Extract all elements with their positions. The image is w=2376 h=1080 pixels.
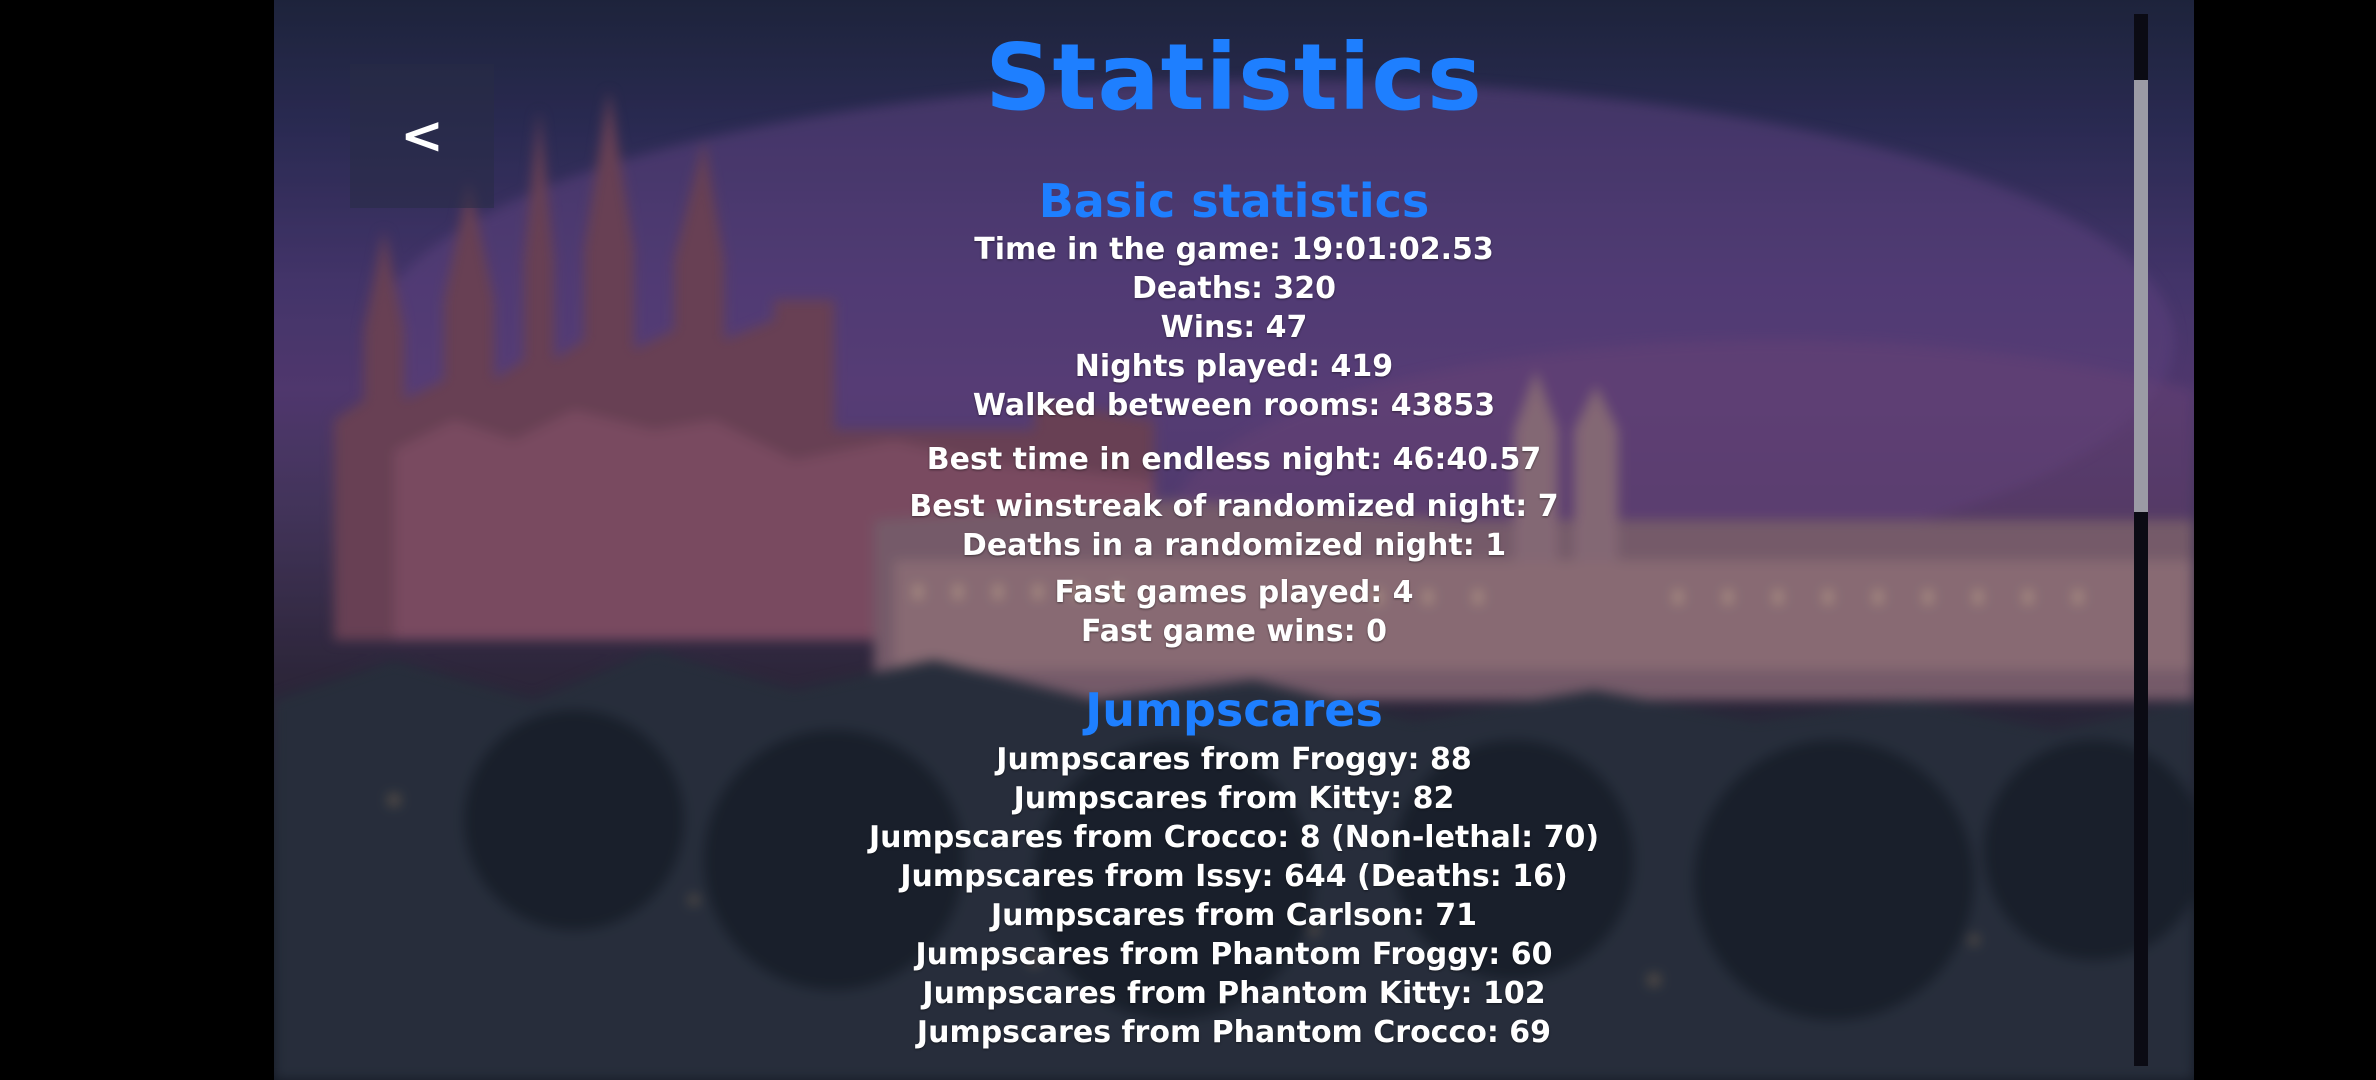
stat-wins: Wins: 47 [1160,310,1308,345]
stat-jumpscares-kitty: Jumpscares from Kitty: 82 [1013,781,1455,816]
stat-best-winstreak: Best winstreak of randomized night: 7 [909,489,1559,524]
stat-jumpscares-phantom-crocco: Jumpscares from Phantom Crocco: 69 [916,1015,1552,1050]
game-viewport [274,0,2194,1080]
stat-time-in-game: Time in the game: 19:01:02.53 [974,232,1494,267]
page-title: Statistics [985,24,1483,131]
stat-jumpscares-phantom-kitty: Jumpscares from Phantom Kitty: 102 [922,976,1546,1011]
stat-jumpscares-phantom-froggy: Jumpscares from Phantom Froggy: 60 [915,937,1553,972]
stat-fast-game-wins: Fast game wins: 0 [1081,614,1387,649]
back-arrow-icon: < [400,106,444,166]
basic-statistics-heading: Basic statistics [1038,174,1430,228]
jumpscares-heading: Jumpscares [1085,683,1383,737]
stat-walked-between-rooms: Walked between rooms: 43853 [972,388,1496,423]
stat-nights-played: Nights played: 419 [1074,349,1394,384]
stat-jumpscares-crocco: Jumpscares from Crocco: 8 (Non-lethal: 70) [868,820,1600,855]
stat-deaths: Deaths: 320 [1131,271,1337,306]
stat-best-endless-time: Best time in endless night: 46:40.57 [926,442,1542,477]
back-button[interactable] [350,64,494,208]
stat-deaths-randomized: Deaths in a randomized night: 1 [961,528,1507,563]
stat-jumpscares-carlson: Jumpscares from Carlson: 71 [990,898,1478,933]
stat-fast-games-played: Fast games played: 4 [1054,575,1414,610]
stat-jumpscares-issy: Jumpscares from Issy: 644 (Deaths: 16) [900,859,1568,894]
statistics-panel [274,0,2194,1080]
scrollbar-thumb[interactable] [2134,80,2148,512]
stat-jumpscares-froggy: Jumpscares from Froggy: 88 [996,742,1472,777]
